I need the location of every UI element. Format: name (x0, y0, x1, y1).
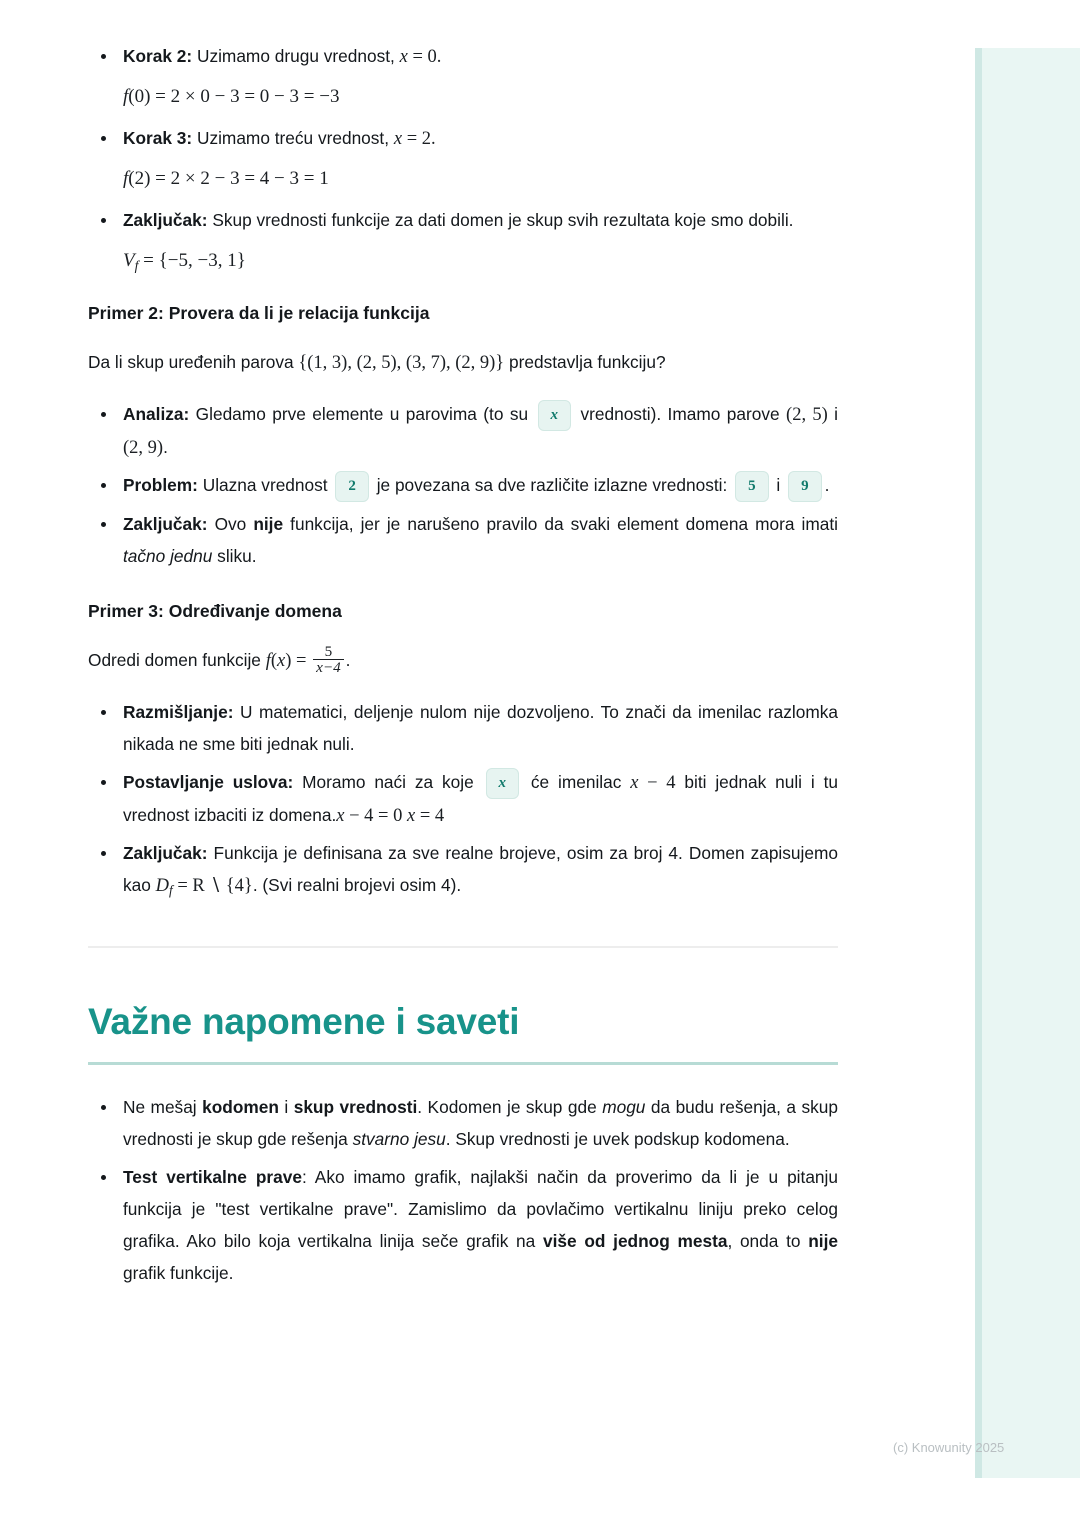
problem-conjunction: i (771, 474, 786, 495)
note2-text-1: : Ako imamo grafik, najlakši način da proverimo da li je u pitanju funkcija je "test vertikalne prave". Zamislimo da povlačimo vertikalnu liniju preko celog grafika. Ako bilo koja vertikalna linija seče grafik na (123, 1166, 838, 1251)
vf-symbol: V (123, 250, 135, 271)
korak2-text: Uzimamo drugu vrednost, (192, 46, 400, 66)
p3-zakljucak-label: Zaključak: (123, 842, 208, 863)
domain-symbol: D (155, 875, 170, 896)
primer3-question-suffix: . (345, 649, 351, 670)
section-divider-gray (88, 946, 838, 948)
vf-subscript: f (134, 257, 139, 273)
list-item-razmisljanje (88, 696, 838, 760)
note1-bold-2: skup vrednosti (293, 1096, 418, 1117)
problem-text-before: Ulazna vrednost (197, 474, 333, 495)
p3-zakljucak-text-1: Funkcija je definisana za sve realne brojeve, osim za broj 4. Domen zapisujemo kao (123, 842, 838, 895)
p2-zakljucak-text-2: funkcija, jer je narušeno pravilo da svaki element domena mora imati (283, 513, 839, 534)
list-item-zakljucak-1 (88, 204, 838, 236)
primer2-title: Primer 2: Provera da li je relacija funkcija (88, 302, 430, 323)
steps-list-2 (88, 122, 838, 154)
razmisljanje-label: Razmišljanje: (123, 701, 234, 722)
section-divider-teal (88, 1062, 838, 1065)
problem-label: Problem: (123, 474, 198, 495)
problem-text-after: je povezana sa dve različite izlazne vrednosti: (371, 474, 733, 495)
korak3-math: x = 2. (393, 129, 436, 149)
watermark: (c) Knowunity 2025 (893, 1440, 1005, 1455)
note1-text-2: i (278, 1096, 294, 1117)
primer3-question (88, 644, 838, 676)
postavljanje-text-after: će imenilac (522, 771, 631, 792)
value-chip-2: 2 (335, 471, 369, 502)
primer2-list (88, 398, 838, 572)
note2-bold-3: nije (808, 1230, 838, 1251)
steps-list-3 (88, 204, 838, 236)
notes-list (88, 1091, 838, 1289)
right-side-panel-edge (975, 48, 982, 1478)
list-item-note-kodomen (88, 1091, 838, 1155)
postavljanje-label: Postavljanje uslova: (123, 771, 294, 792)
note1-italic-1: mogu (602, 1096, 646, 1117)
note2-text-3: grafik funkcije. (123, 1262, 234, 1283)
list-item-problem (88, 469, 838, 502)
fraction-denominator: x−4 (313, 659, 344, 675)
primer2-question-set: {(1, 3), (2, 5), (3, 7), (2, 9)} (298, 352, 505, 373)
list-item-postavljanje-uslova (88, 766, 838, 831)
list-item-zakljucak-2 (88, 508, 838, 572)
equation-vf (123, 250, 838, 274)
right-side-panel (975, 48, 1080, 1478)
p2-zakljucak-label: Zaključak: (123, 513, 208, 534)
steps-list (88, 40, 838, 72)
analiza-label: Analiza: (123, 403, 190, 424)
fraction-numerator: 5 (324, 642, 333, 660)
note1-bold-1: kodomen (202, 1096, 279, 1117)
note2-bold-1: Test vertikalne prave (123, 1166, 302, 1187)
p2-zakljucak-bold-1: nije (253, 513, 284, 534)
zakljucak1-label: Zaključak: (123, 210, 208, 230)
postavljanje-math-3: x = 4 (406, 805, 445, 826)
analiza-conjunction: i (827, 403, 838, 424)
value-chip-5: 5 (735, 471, 769, 502)
primer3-title: Primer 3: Određivanje domena (88, 600, 342, 621)
primer2-question-prefix: Da li skup uređenih parova (88, 351, 299, 372)
list-item-korak3 (88, 122, 838, 154)
analiza-end: . (163, 436, 168, 457)
primer3-function: f(x) = $\frac{5}{x-4}$ (266, 651, 346, 671)
korak2-math: x = 0. (399, 47, 442, 67)
analiza-pair-1: (2, 5) (786, 404, 828, 425)
note1-text-3: . Kodomen je skup gde (417, 1096, 603, 1117)
equation-f2: f(2) = 2 × 2 − 3 = 4 − 3 = 1 (123, 168, 329, 189)
note1-italic-2: stvarno jesu (352, 1128, 446, 1149)
analiza-text-before: Gledamo prve elemente u parovima (to su (189, 403, 535, 424)
note2-bold-2: više od jednog mesta (542, 1230, 728, 1251)
note1-text-4: da budu rešenja, a skup vrednosti je skup gde rešenja (123, 1096, 838, 1149)
domain-rest: = R ∖ {4} (172, 875, 253, 896)
variable-chip-x-2: x (486, 768, 520, 799)
variable-chip-x: x (538, 400, 572, 431)
note1-text-5: . Skup vrednosti je uvek podskup kodomena. (445, 1128, 790, 1149)
equation-f0: f(0) = 2 × 0 − 3 = 0 − 3 = −3 (123, 86, 340, 107)
note1-text-1: Ne mešaj (123, 1096, 203, 1117)
domain-subscript: f (169, 882, 173, 898)
list-item-note-vertical-line-test (88, 1161, 838, 1289)
document-content (88, 40, 838, 1295)
p3-zakljucak-text-2: . (Svi realni brojevi osim 4). (252, 874, 462, 895)
p2-zakljucak-text-1: Ovo (207, 513, 254, 534)
fraction-5-over-x-minus-4 (313, 644, 344, 676)
value-chip-9: 9 (788, 471, 822, 502)
primer2-question (88, 346, 838, 378)
p2-zakljucak-text-3: sliku. (212, 545, 257, 566)
p2-zakljucak-italic-1: tačno jednu (123, 545, 213, 566)
korak2-label: Korak 2: (123, 46, 193, 66)
korak3-text: Uzimamo treću vrednost, (192, 128, 394, 148)
list-item-korak2 (88, 40, 838, 72)
p3-zakljucak-math (156, 876, 253, 896)
postavljanje-math-1: x − 4 (630, 772, 676, 793)
postavljanje-text-2: biti jednak nuli i tu vrednost izbaciti iz domena. (123, 771, 838, 825)
section-title: Važne napomene i saveti (88, 1000, 520, 1042)
vf-rest: = {−5, −3, 1} (138, 250, 246, 271)
primer3-question-prefix: Odredi domen funkcije (88, 649, 266, 670)
zakljucak1-text: Skup vrednosti funkcije za dati domen je skup svih rezultata koje smo dobili. (207, 210, 794, 230)
problem-end: . (824, 474, 830, 495)
razmisljanje-text: U matematici, deljenje nulom nije dozvoljeno. To znači da imenilac razlomka nikada ne sme biti jednak nuli. (123, 701, 838, 754)
list-item-zakljucak-3 (88, 837, 838, 906)
analiza-text-after: vrednosti). Imamo parove (574, 403, 787, 424)
postavljanje-text-before: Moramo naći za koje (293, 771, 483, 792)
primer2-question-suffix: predstavlja funkciju? (504, 351, 666, 372)
list-item-analiza (88, 398, 838, 463)
postavljanje-math-2: x − 4 = 0 (336, 805, 407, 826)
korak3-label: Korak 3: (123, 128, 193, 148)
note2-text-2: , onda to (727, 1230, 809, 1251)
analiza-pair-2: (2, 9) (123, 437, 164, 458)
primer3-list (88, 696, 838, 906)
